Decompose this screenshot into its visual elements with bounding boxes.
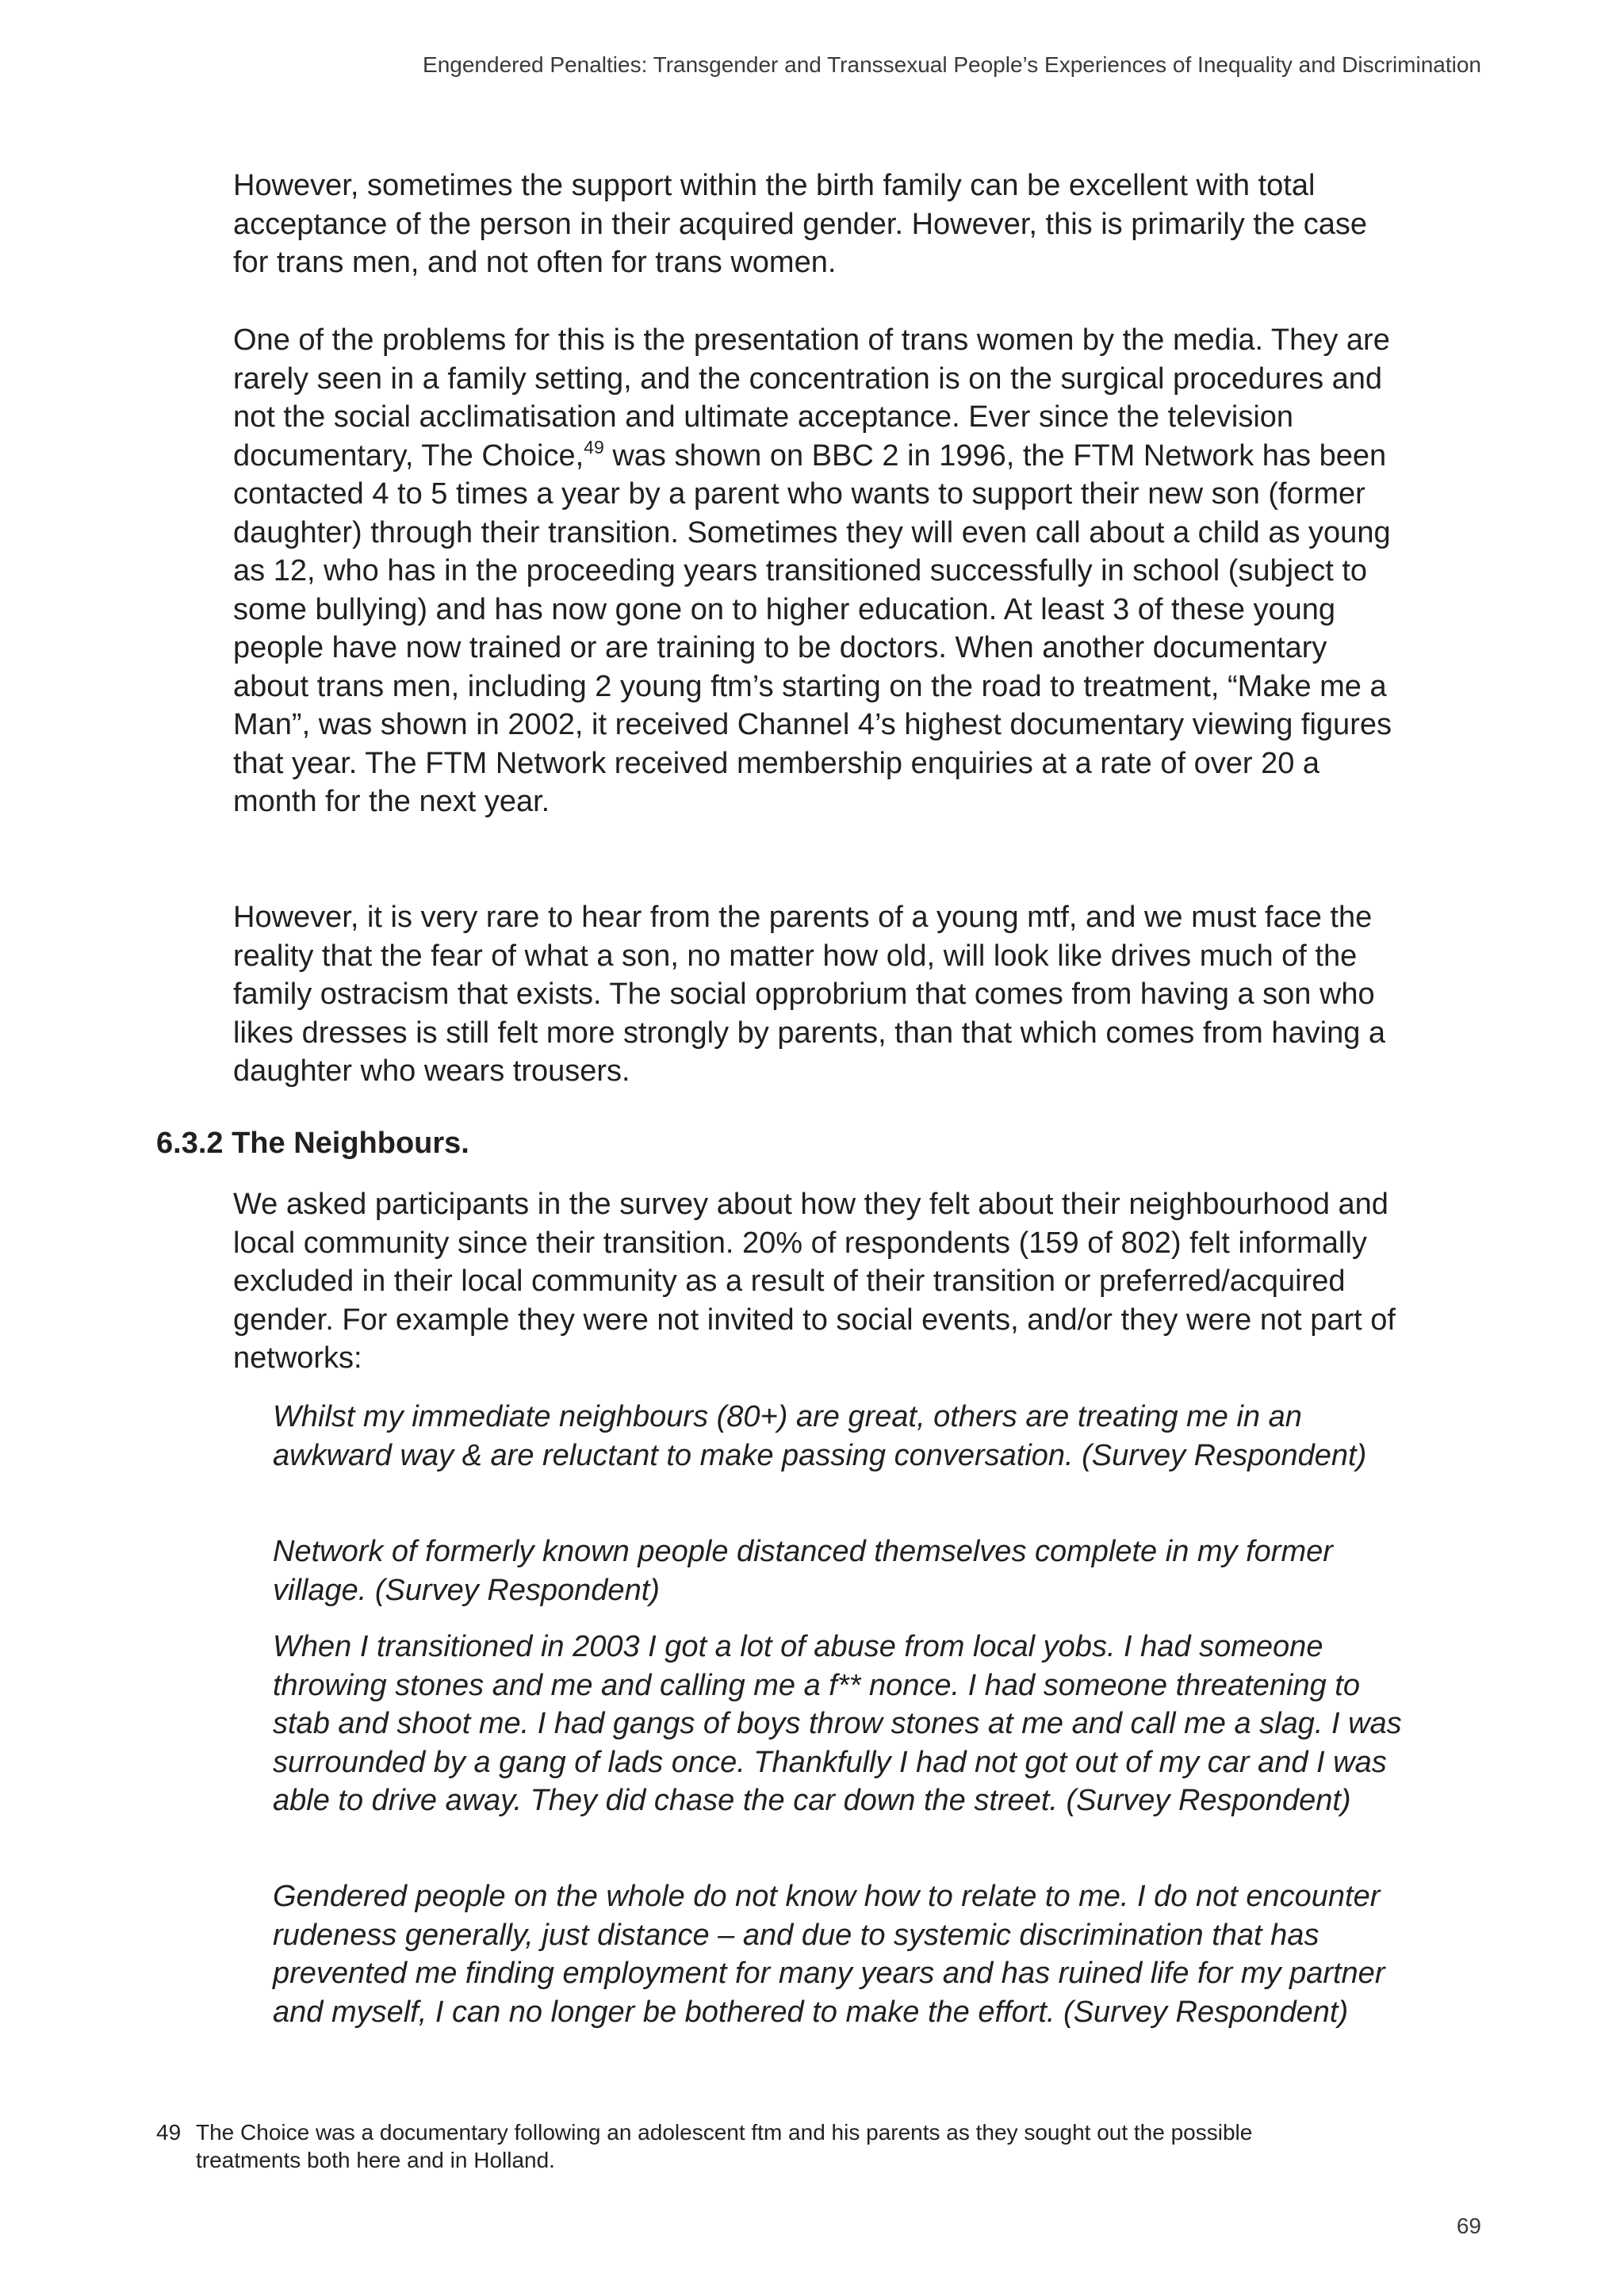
quote-gendered-people: Gendered people on the whole do not know how to relate to me. I do not encounter rudeness generally, just distance – and due to systemic discrimination that has prevented me finding employment for many years and has ruined life for my partner and myself, I can no longer be bothered to make the effort. (Survey Respondent) — [273, 1880, 1385, 2029]
footnote-number: 49 — [156, 2120, 182, 2145]
footnote-49 — [156, 2118, 1362, 2174]
page-number: 69 — [1456, 2214, 1481, 2238]
quote-former-village: Network of formerly known people distanced themselves complete in my former village. (Survey Respondent) — [273, 1535, 1333, 1607]
paragraph-neighbours-intro: We asked participants in the survey about how they felt about their neighbourhood and local community since their transition. 20% of respondents (159 of 802) felt informally excluded in their local community as a result of their transition or preferred/acquired gender. For example they were not invited to social events, and/or they were not part of networks: — [233, 1188, 1396, 1375]
paragraph-media-text-end: was shown on BBC 2 in 1996, the FTM Network has been contacted 4 to 5 times a year by a parent who wants to support their new son (former daughter) through their transition. Sometimes they will even call about a child as young as 12, who has in the proceeding years transitioned successfully in school (subject to some bullying) and has now gone on to higher education. At least 3 of these young people have now trained or are training to be doctors. When another documentary about trans men, including 2 young ftm’s starting on the road to treatment, “Make me a Man”, was shown in 2002, it received Channel 4’s highest documentary viewing figures that year. The FTM Network received membership enquiries at a rate of over 20 a month for the next year. — [233, 438, 1392, 818]
paragraph-media-presentation — [233, 321, 1407, 821]
paragraph-parents-mtf: However, it is very rare to hear from the parents of a young mtf, and we must face the reality that the fear of what a son, no matter how old, will look like drives much of the family ostracism that exists. The social opprobrium that comes from having a son who likes dresses is still felt more strongly by parents, than that which comes from having a daughter who wears trousers. — [233, 901, 1386, 1088]
footnote-reference: 49 — [584, 436, 604, 457]
quote-immediate-neighbours: Whilst my immediate neighbours (80+) are great, others are treating me in an awkward way & are reluctant to make passing conversation. (Survey Respondent) — [273, 1400, 1367, 1472]
section-heading-neighbours: 6.3.2 The Neighbours. — [156, 1127, 469, 1160]
paragraph-birth-family-support: However, sometimes the support within the birth family can be excellent with total acceptance of the person in their acquired gender. However, this is primarily the case for trans men, and not often for trans women. — [233, 169, 1367, 279]
footnote-text: The Choice was a documentary following an adolescent ftm and his parents as they sought out the possible treatments both here and in Holland. — [196, 2120, 1253, 2172]
quote-abuse-local-yobs: When I transitioned in 2003 I got a lot of abuse from local yobs. I had someone throwing stones and me and calling me a f** nonce. I had someone threatening to stab and shoot me. I had gangs of boys throw stones at me and call me a slag. I was surrounded by a gang of lads once. Thankfully I had not got out of my car and I was able to drive away. They did chase the car down the street. (Survey Respondent) — [273, 1630, 1402, 1817]
running-header: Engendered Penalties: Transgender and Transsexual People’s Experiences of Inequality and Discrimination — [423, 52, 1481, 77]
paragraph-media-text-start: One of the problems for this is the presentation of trans women by the media. They are rarely seen in a family setting, and the concentration is on the surgical procedures and not the social acclimatisation and ultimate acceptance. Ever since the television documentary, The Choice, — [233, 323, 1390, 473]
